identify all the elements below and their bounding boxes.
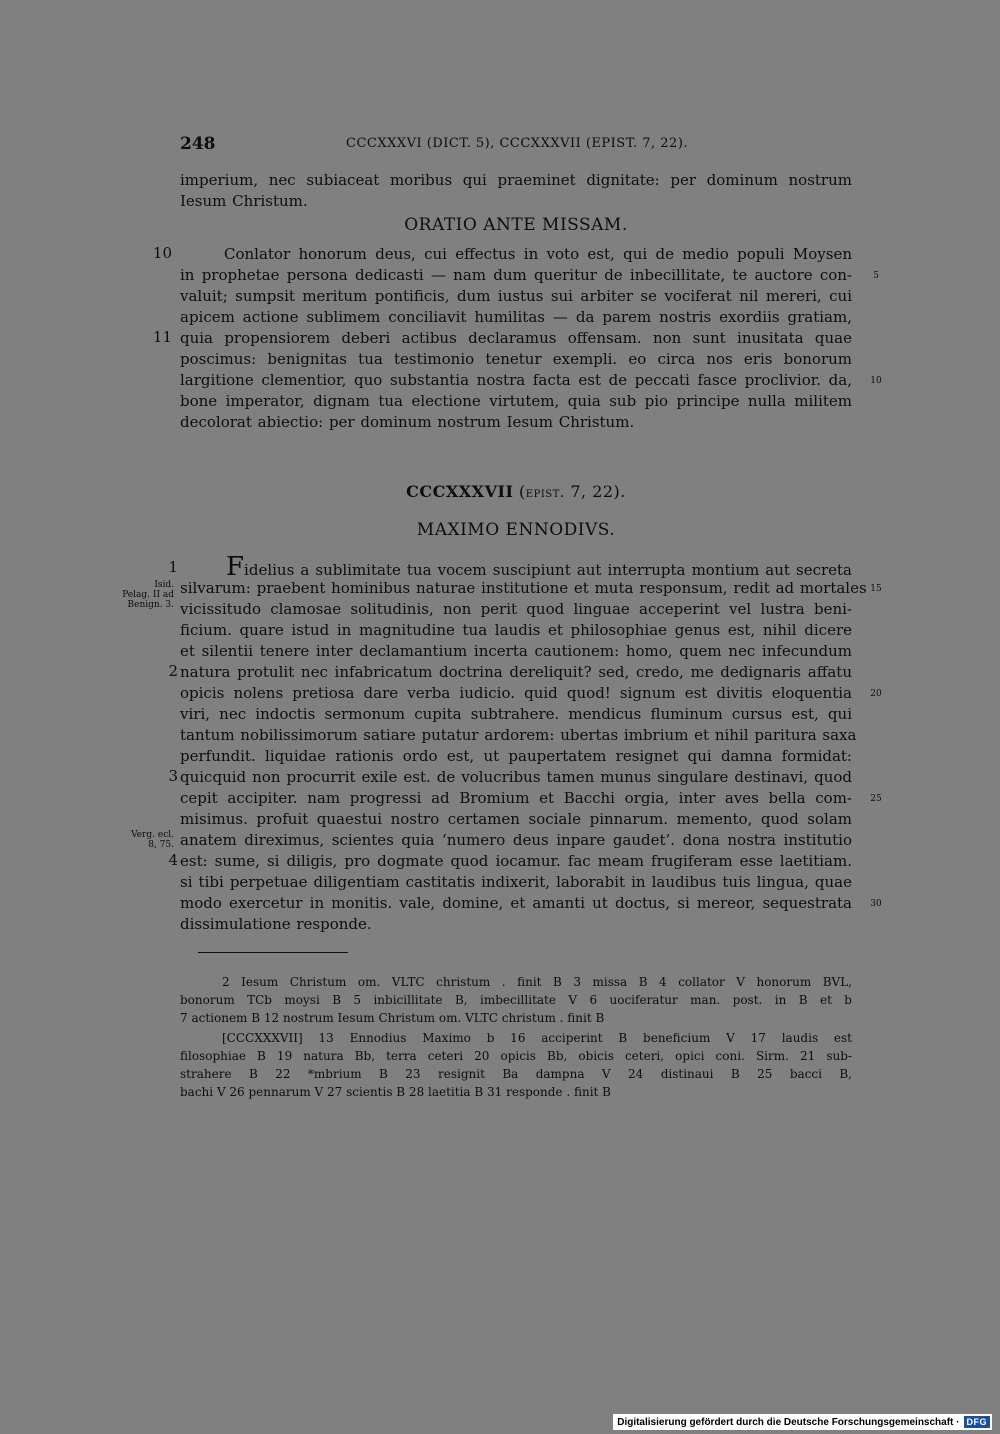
footnote-line: 2 Iesum Christum om. VLTC christum . finit B 3 missa B 4 collator V honorum BVL, bbox=[222, 975, 852, 989]
text-line: perfundit. liquidae rationis ordo est, ut paupertatem resignet qui damna formidat: bbox=[180, 747, 852, 765]
letter-title: MAXIMO ENNODIVS. bbox=[416, 520, 616, 540]
margin-note-line: Isid. bbox=[154, 580, 174, 590]
text-line: largitione clementior, quo substantia nostra facta est de peccati fasce proclivior. da, bbox=[180, 371, 852, 389]
text-line: anatem direximus, scientes quia ‘numero deus inpare gaudet’. dona nostra institutio bbox=[180, 831, 852, 849]
margin-note-line: Benign. 3. bbox=[127, 600, 174, 610]
text-line: modo exercetur in monitis. vale, domine, et amanti ut doctus, si mereor, sequestrata bbox=[180, 894, 852, 912]
text-line: apicem actione sublimem conciliavit humilitas — da parem nostris exordiis gratiam, bbox=[180, 308, 852, 326]
dfg-logo: DFG bbox=[964, 1416, 991, 1428]
paragraph-number: 3 bbox=[168, 767, 178, 785]
text-line: decolorat abiectio: per dominum nostrum Iesum Christum. bbox=[180, 413, 635, 431]
text-line: misimus. profuit quaestui nostro certamen sociale pinnarum. memento, quod solam bbox=[180, 810, 852, 828]
text-line: tantum nobilissimorum satiare putatur ardorem: ubertas imbrium et nihil paritura saxa bbox=[180, 726, 857, 744]
text-line: quicquid non procurrit exile est. de volucribus tamen munus singulare destinavi, quod bbox=[180, 768, 852, 786]
section-title-oratio: ORATIO ANTE MISSAM. bbox=[404, 215, 628, 235]
digitization-credit bbox=[613, 1414, 992, 1430]
text-line: cepit accipiter. nam progressi ad Bromium et Bacchi orgia, inter aves bella com- bbox=[180, 789, 852, 807]
letter-ref-suffix: 7, 22). bbox=[564, 482, 626, 501]
text-line: vicissitudo clamosae solitudinis, non perit quod linguae acceperint vel lustra beni- bbox=[180, 600, 852, 618]
footnote-line: 7 actionem B 12 nostrum Iesum Christum om. VLTC christum . finit B bbox=[180, 1011, 605, 1025]
line-number: 30 bbox=[870, 899, 882, 909]
letter-number-heading bbox=[180, 482, 852, 501]
paragraph-number: 1 bbox=[168, 558, 178, 576]
text-line: et silentii tenere inter declamantium incerta cautionem: homo, quem nec infecundum bbox=[180, 642, 852, 660]
paragraph-number: 2 bbox=[168, 662, 178, 680]
drop-cap: F bbox=[226, 552, 245, 582]
text-line: poscimus: benignitas tua testimonio tenetur exempli. eo circa nos eris bonorum bbox=[180, 350, 852, 368]
footnote-rule bbox=[198, 952, 348, 953]
margin-note-line: Pelag. II ad bbox=[122, 590, 174, 600]
text-line: Iesum Christum. bbox=[180, 192, 308, 210]
footnote-line: strahere B 22 *mbrium B 23 resignit Ba dampna V 24 distinaui B 25 bacci B, bbox=[180, 1067, 852, 1081]
text-line: viri, nec indoctis sermonum cupita subtrahere. mendicus fluminum cursus est, qui bbox=[180, 705, 852, 723]
margin-note-line: Verg. ecl. bbox=[131, 830, 174, 840]
line-number: 5 bbox=[873, 271, 879, 281]
text-line: in prophetae persona dedicasti — nam dum queritur de inbecillitate, te auctore con- bbox=[180, 266, 852, 284]
text-line: est: sume, si diligis, pro dogmate quod iocamur. fac meam frugiferam esse laetitiam. bbox=[180, 852, 852, 870]
text-line: silvarum: praebent hominibus naturae institutione et muta responsum, redit ad mortales bbox=[180, 579, 867, 597]
text-line: opicis nolens pretiosa dare verba iudicio. quid quod! signum est divitis eloquentia bbox=[180, 684, 852, 702]
line-number: 25 bbox=[870, 794, 882, 804]
paragraph-number: 10 bbox=[152, 244, 172, 262]
letter-ref-prefix: ( bbox=[519, 482, 526, 501]
footnote-line: bachi V 26 pennarum V 27 scientis B 28 laetitia B 31 responde . finit B bbox=[180, 1085, 611, 1099]
text-line: bone imperator, dignam tua electione virtutem, quia sub pio principe nulla militem bbox=[180, 392, 852, 410]
text-line: si tibi perpetuae diligentiam castitatis indixerit, laborabit in laudibus tuis lingua, quae bbox=[180, 873, 852, 891]
margin-note-line: 8, 75. bbox=[148, 840, 174, 850]
paragraph-number: 11 bbox=[152, 328, 172, 346]
text-line: imperium, nec subiaceat moribus qui praeminet dignitate: per dominum nostrum bbox=[180, 171, 852, 189]
text-line: natura protulit nec infabricatum doctrina dereliquit? sed, credo, me dedignaris affatu bbox=[180, 663, 852, 681]
text-line: ficium. quare istud in magnitudine tua laudis et philosophiae genus est, nihil dicere bbox=[180, 621, 852, 639]
text-line: quia propensiorem deberi actibus declaramus offensam. non sunt inusitata quae bbox=[180, 329, 852, 347]
text-line: valuit; sumpsit meritum pontificis, dum iustus sui arbiter se vociferat nil mereri, cui bbox=[180, 287, 852, 305]
text-line: dissimulatione responde. bbox=[180, 915, 372, 933]
footnote-line: filosophiae B 19 natura Bb, terra ceteri 20 opicis Bb, obicis ceteri, opici coni. Sirm. 21 sub- bbox=[180, 1049, 852, 1063]
footnote-line: bonorum TCb moysi B 5 inbicillitate B, imbecillitate V 6 uociferatur man. post. in B et b bbox=[180, 993, 852, 1007]
line-number: 10 bbox=[870, 376, 882, 386]
margin-note-verg bbox=[104, 830, 174, 850]
line-number: 20 bbox=[870, 689, 882, 699]
first-line-text: idelius a sublimitate tua vocem suscipiunt aut interrupta montium aut secreta bbox=[244, 561, 852, 579]
footnote-line: [CCCXXXVII] 13 Ennodius Maximo b 16 acciperint B beneficium V 17 laudis est bbox=[222, 1031, 852, 1045]
letter-number: CCCXXXVII bbox=[406, 482, 514, 501]
margin-note-isid bbox=[104, 580, 174, 610]
text-line: Conlator honorum deus, cui effectus in voto est, qui de medio populi Moysen bbox=[224, 245, 852, 263]
page-header bbox=[180, 134, 852, 156]
letter-ref-smallcaps: epist. bbox=[525, 485, 565, 501]
page-number: 248 bbox=[180, 134, 216, 154]
running-head: CCCXXXVI (DICT. 5), CCCXXXVII (EPIST. 7, 22). bbox=[346, 136, 689, 151]
line-number: 15 bbox=[870, 584, 882, 594]
paragraph-number: 4 bbox=[168, 851, 178, 869]
credit-text: Digitalisierung gefördert durch die Deutsche Forschungsgemeinschaft · bbox=[617, 1416, 960, 1428]
